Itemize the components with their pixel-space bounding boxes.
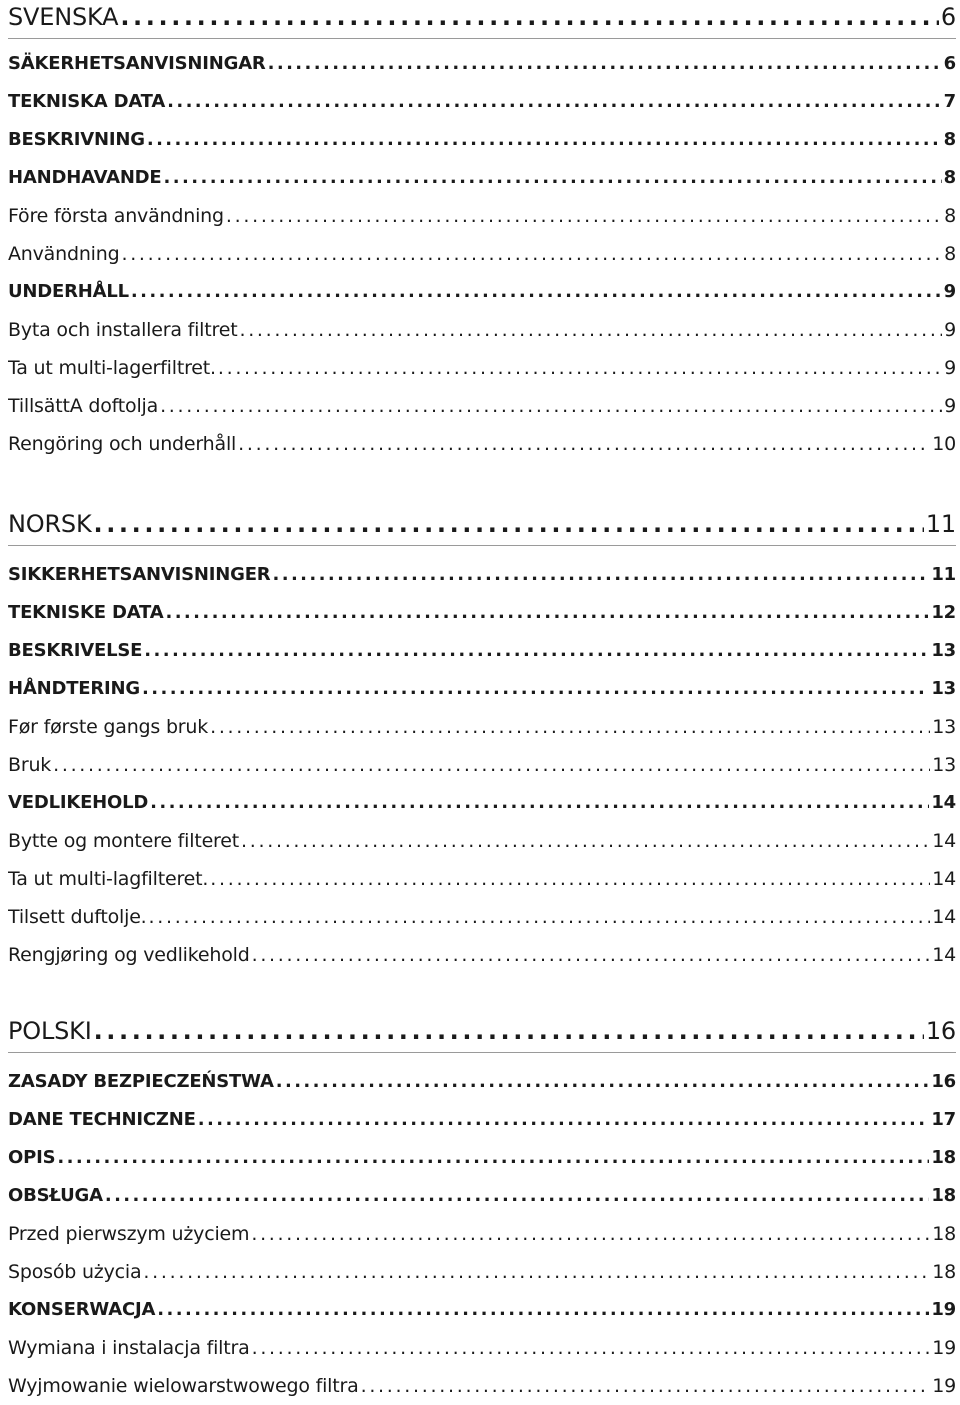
toc-entry-subheading[interactable] [8, 235, 956, 273]
page-number: 13 [932, 716, 956, 738]
page-number: 18 [931, 1185, 956, 1206]
entry-label: BESKRIVELSE [8, 640, 143, 661]
dot-leader [165, 594, 929, 632]
entry-label: Wymiana i instalacja filtra [8, 1337, 250, 1359]
entry-label: ZASADY BEZPIECZEŃSTWA [8, 1071, 274, 1092]
entry-label: HÅNDTERING [8, 678, 140, 699]
toc-entry-subheading[interactable] [8, 1215, 956, 1253]
page-number: 14 [931, 792, 956, 813]
page-number: 18 [931, 1147, 956, 1168]
toc-section-svenska [8, 0, 956, 463]
dot-leader [198, 1101, 930, 1139]
toc-entry-list [8, 1063, 956, 1405]
dot-leader [147, 121, 942, 159]
entry-label: Rengjøring og vedlikehold [8, 944, 250, 966]
entry-label: Användning [8, 243, 120, 265]
page-number: 13 [931, 678, 956, 699]
page-number: 11 [931, 564, 956, 585]
entry-label: UNDERHÅLL [8, 281, 129, 302]
entry-label: OPIS [8, 1147, 56, 1168]
dot-leader [131, 273, 942, 311]
page-number: 8 [943, 167, 956, 188]
page-number: 14 [932, 906, 956, 928]
toc-entry-heading[interactable] [8, 121, 956, 159]
dot-leader [167, 83, 942, 121]
page-number: 9 [943, 281, 956, 302]
dot-leader [210, 860, 930, 898]
toc-section-norsk [8, 507, 956, 974]
dot-leader [94, 1016, 924, 1046]
toc-entry-subheading[interactable] [8, 387, 956, 425]
toc-entry-subheading[interactable] [8, 822, 956, 860]
toc-entry-subheading[interactable] [8, 197, 956, 235]
toc-entry-subheading[interactable] [8, 425, 956, 463]
toc-entry-subheading[interactable] [8, 936, 956, 974]
page-number: 6 [940, 3, 956, 31]
page-number: 18 [932, 1223, 956, 1245]
dot-leader [241, 822, 930, 860]
entry-label: BESKRIVNING [8, 129, 145, 150]
toc-entry-list [8, 556, 956, 974]
dot-leader [144, 632, 929, 670]
toc-entry-heading[interactable] [8, 1177, 956, 1215]
dot-leader [57, 1139, 929, 1177]
dot-leader [252, 936, 931, 974]
entry-label: Bytte og montere filteret [8, 830, 239, 852]
page-number: 6 [943, 53, 956, 74]
dot-leader [160, 387, 942, 425]
toc-section-polski [8, 1014, 956, 1405]
toc-language-heading[interactable] [8, 0, 956, 39]
entry-label: SÄKERHETSANVISNINGAR [8, 53, 266, 74]
entry-label: Ta ut multi-lagfilteret. [8, 868, 209, 890]
toc-entry-heading[interactable] [8, 273, 956, 311]
dot-leader [143, 1253, 930, 1291]
dot-leader [94, 509, 924, 539]
page-number: 14 [932, 944, 956, 966]
entry-label: SIKKERHETSANVISNINGER [8, 564, 271, 585]
toc-entry-subheading[interactable] [8, 1367, 956, 1405]
toc-entry-heading[interactable] [8, 1139, 956, 1177]
dot-leader [361, 1367, 931, 1405]
dot-leader [218, 349, 942, 387]
page-number: 19 [932, 1337, 956, 1359]
language-title: POLSKI [8, 1017, 92, 1045]
dot-leader [164, 159, 942, 197]
toc-entry-subheading[interactable] [8, 898, 956, 936]
dot-leader [149, 898, 931, 936]
page-number: 11 [925, 510, 956, 538]
page-number: 13 [932, 754, 956, 776]
language-title: NORSK [8, 510, 92, 538]
page-number: 7 [943, 91, 956, 112]
page-number: 18 [932, 1261, 956, 1283]
page-number: 9 [944, 357, 956, 379]
toc-entry-subheading[interactable] [8, 1329, 956, 1367]
dot-leader [121, 235, 942, 273]
entry-label: Före första användning [8, 205, 224, 227]
entry-label: Rengöring och underhåll [8, 433, 237, 455]
toc-entry-subheading[interactable] [8, 1253, 956, 1291]
toc-entry-heading[interactable] [8, 556, 956, 594]
page-number: 10 [932, 433, 956, 455]
entry-label: Sposób użycia [8, 1261, 142, 1283]
entry-label: HANDHAVANDE [8, 167, 162, 188]
entry-label: Tilsett duftolje. [8, 906, 147, 928]
dot-leader [238, 425, 930, 463]
page-number: 8 [944, 243, 956, 265]
page-number: 8 [944, 205, 956, 227]
toc-language-heading[interactable] [8, 1014, 956, 1053]
toc-entry-heading[interactable] [8, 632, 956, 670]
page-number: 8 [943, 129, 956, 150]
dot-leader [157, 1291, 929, 1329]
page-number: 14 [932, 868, 956, 890]
page-number: 19 [931, 1299, 956, 1320]
toc-entry-subheading[interactable] [8, 708, 956, 746]
toc-entry-list [8, 45, 956, 463]
entry-label: Przed pierwszym użyciem [8, 1223, 250, 1245]
toc-entry-heading[interactable] [8, 594, 956, 632]
toc-entry-subheading[interactable] [8, 746, 956, 784]
toc-entry-heading[interactable] [8, 45, 956, 83]
dot-leader [272, 556, 929, 594]
toc-entry-heading[interactable] [8, 1063, 956, 1101]
page-number: 17 [931, 1109, 956, 1130]
entry-label: DANE TECHNICZNE [8, 1109, 196, 1130]
dot-leader [252, 1329, 931, 1367]
page-number: 9 [944, 395, 956, 417]
entry-label: Ta ut multi-lagerfiltret. [8, 357, 216, 379]
dot-leader [142, 670, 929, 708]
dot-leader [120, 2, 939, 32]
entry-label: TEKNISKA DATA [8, 91, 166, 112]
dot-leader [226, 197, 942, 235]
dot-leader [239, 311, 942, 349]
dot-leader [53, 746, 930, 784]
page-number: 13 [931, 640, 956, 661]
entry-label: TEKNISKE DATA [8, 602, 164, 623]
entry-label: TillsättA doftolja [8, 395, 159, 417]
toc-entry-subheading[interactable] [8, 349, 956, 387]
entry-label: Før første gangs bruk [8, 716, 209, 738]
entry-label: Wyjmowanie wielowarstwowego filtra [8, 1375, 359, 1397]
page-number: 16 [925, 1017, 956, 1045]
dot-leader [105, 1177, 930, 1215]
entry-label: OBSŁUGA [8, 1185, 103, 1206]
toc-language-heading[interactable] [8, 507, 956, 546]
page-number: 16 [931, 1071, 956, 1092]
toc-entry-heading[interactable] [8, 670, 956, 708]
dot-leader [276, 1063, 930, 1101]
toc-entry-heading[interactable] [8, 1101, 956, 1139]
toc-entry-heading[interactable] [8, 83, 956, 121]
page-number: 14 [932, 830, 956, 852]
toc-entry-heading[interactable] [8, 159, 956, 197]
toc-entry-subheading[interactable] [8, 860, 956, 898]
page-number: 12 [931, 602, 956, 623]
dot-leader [268, 45, 942, 83]
dot-leader [251, 1215, 930, 1253]
entry-label: Byta och installera filtret [8, 319, 238, 341]
dot-leader [210, 708, 930, 746]
language-title: SVENSKA [8, 3, 119, 31]
toc-entry-heading[interactable] [8, 1291, 956, 1329]
toc-entry-subheading[interactable] [8, 311, 956, 349]
toc-entry-heading[interactable] [8, 784, 956, 822]
entry-label: Bruk [8, 754, 52, 776]
entry-label: KONSERWACJA [8, 1299, 156, 1320]
page-number: 9 [944, 319, 956, 341]
entry-label: VEDLIKEHOLD [8, 792, 149, 813]
page-number: 19 [932, 1375, 956, 1397]
dot-leader [150, 784, 929, 822]
